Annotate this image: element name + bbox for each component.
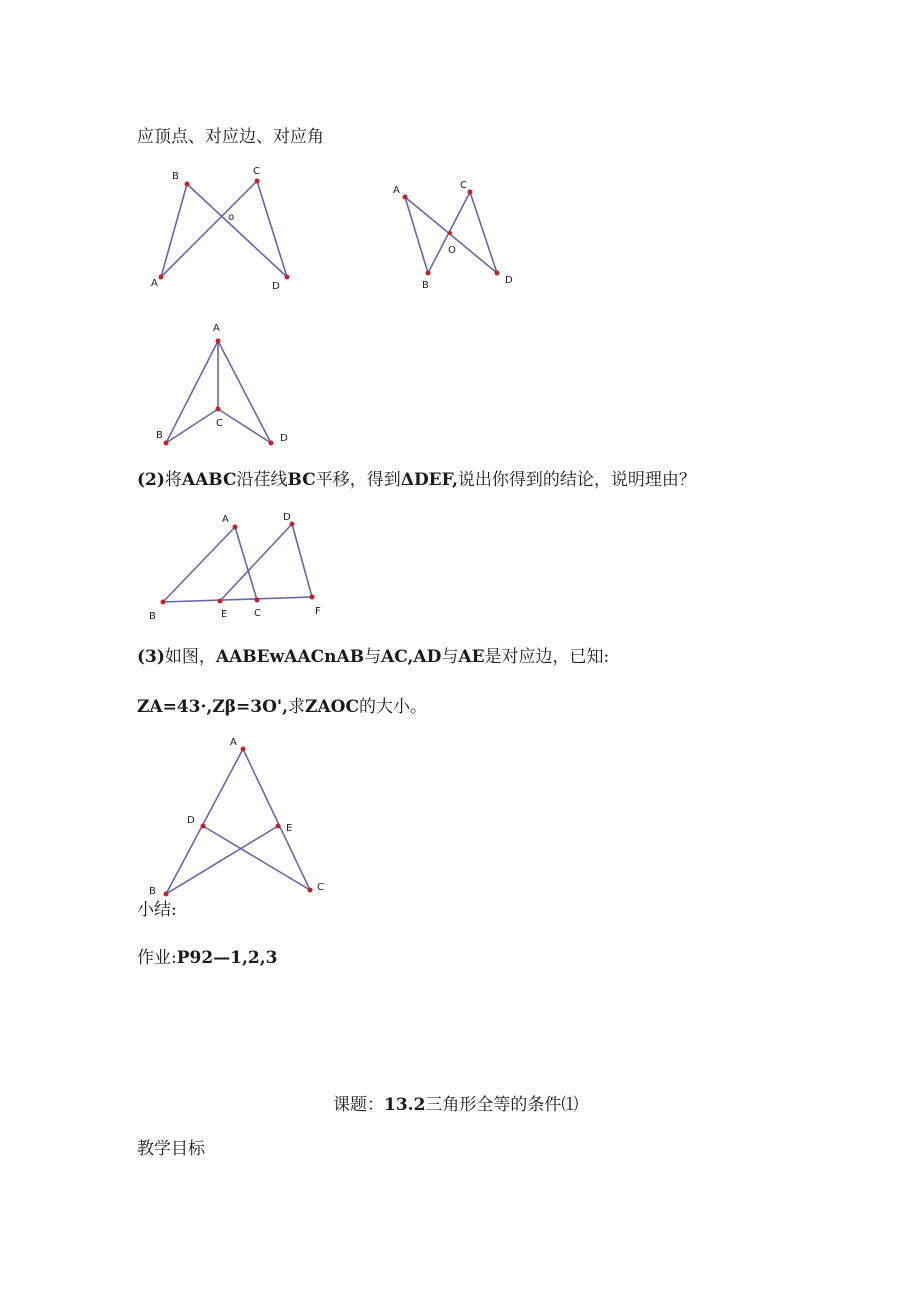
label-fig2-O: O <box>448 245 456 256</box>
label-fig1-C: C <box>253 166 260 177</box>
q2-bold-3: ΔDEF, <box>400 470 458 490</box>
label-fig1-A: A <box>151 278 158 289</box>
q2-bold-1: AABC <box>181 470 237 490</box>
line-corresponding-parts: 应顶点、对应边、对应角 <box>137 127 324 147</box>
q3b-bold-1: ZA=43·,Zβ=3O', <box>137 697 289 717</box>
q2-text-2: 沿荏线 <box>236 470 288 490</box>
figure-1 <box>151 166 290 292</box>
q3-number: (3) <box>137 647 165 667</box>
label-fig3-B: B <box>156 430 163 441</box>
question-2 <box>137 469 696 491</box>
figure-4 <box>149 512 321 622</box>
summary-label: 小结: <box>137 900 177 920</box>
label-fig5-B: B <box>149 886 156 897</box>
teaching-goals-heading: 教学目标 <box>137 1139 205 1159</box>
label-fig2-B: B <box>422 280 429 291</box>
label-fig2-C: C <box>460 180 467 191</box>
label-fig4-E: E <box>221 609 228 620</box>
label-fig3-C: C <box>216 418 223 429</box>
lesson-title <box>333 1094 578 1116</box>
label-fig4-A: A <box>222 514 229 525</box>
label-fig3-D: D <box>280 433 288 444</box>
label-fig4-F: F <box>315 606 321 617</box>
q3-text-2: 与 <box>364 647 382 667</box>
q3-bold-1: AABEwAACnAB <box>215 647 365 667</box>
q3-bold-2: AC,AD <box>381 647 442 667</box>
question-3-given <box>137 696 427 718</box>
homework-label: 作业: <box>137 948 177 968</box>
figure-5 <box>149 737 324 897</box>
homework <box>137 947 278 969</box>
label-fig4-B: B <box>149 611 156 622</box>
q3-text-3: 与 <box>441 647 459 667</box>
label-fig1-B: B <box>172 171 179 182</box>
q3-text-1: 如图， <box>164 647 216 667</box>
q2-bold-2: BC <box>287 470 316 490</box>
q2-text-3: 平移，得到 <box>315 470 401 490</box>
label-fig4-D: D <box>283 512 291 523</box>
homework-pages: P92—1,2,3 <box>176 948 278 968</box>
label-fig2-A: A <box>393 185 400 196</box>
q3-bold-3: AE <box>458 647 485 667</box>
q2-number: (2) <box>137 470 165 490</box>
label-fig5-A: A <box>230 737 237 748</box>
question-3 <box>137 646 609 668</box>
label-fig5-C: C <box>317 882 324 893</box>
label-fig2-D: D <box>505 275 513 286</box>
label-fig5-D: D <box>187 815 195 826</box>
q3b-text-2: 的大小。 <box>359 697 427 717</box>
label-fig1-O: o <box>228 212 235 223</box>
lesson-number: 13.2 <box>384 1095 426 1115</box>
q3b-text-1: 求 <box>288 697 306 717</box>
label-fig5-E: E <box>286 823 293 834</box>
label-fig1-D: D <box>272 281 280 292</box>
lesson-name: 三角形全等的条件⑴ <box>425 1095 579 1115</box>
figure-2 <box>393 180 513 291</box>
q3-text-4: 是对应边，已知: <box>484 647 610 667</box>
q3b-bold-2: ZAOC <box>305 697 359 717</box>
label-fig3-A: A <box>213 323 220 334</box>
q2-text-1: 将 <box>164 470 182 490</box>
lesson-prefix: 课题： <box>333 1095 384 1115</box>
label-fig4-C: C <box>254 608 261 619</box>
figure-3 <box>156 323 288 446</box>
q2-text-4: 说出你得到的结论，说明理由？ <box>457 470 696 490</box>
